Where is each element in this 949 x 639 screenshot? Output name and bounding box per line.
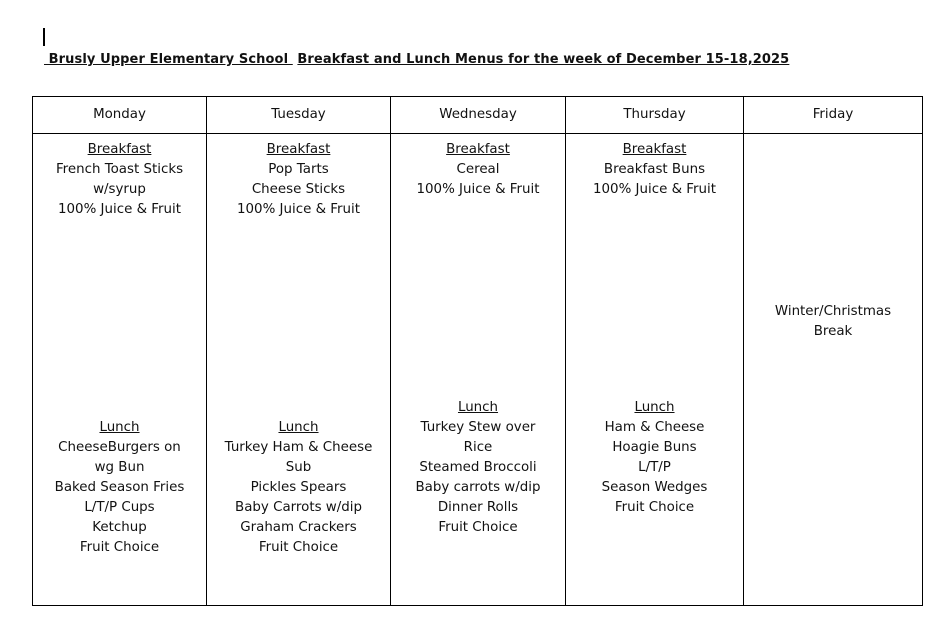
menu-item: Hoagie Buns	[612, 440, 697, 455]
menu-item: 100% Juice & Fruit	[237, 202, 360, 217]
menu-item: Rice	[463, 440, 493, 455]
monday-lunch-title: Lunch	[99, 420, 140, 435]
menu-item: w/syrup	[93, 182, 146, 197]
school-name: Brusly Upper Elementary School	[44, 52, 293, 67]
document-title	[44, 52, 789, 67]
thursday-cell	[566, 134, 744, 606]
thursday-lunch-title: Lunch	[634, 400, 675, 415]
friday-cell	[744, 134, 923, 606]
menu-item: 100% Juice & Fruit	[416, 182, 540, 197]
header-monday: Monday	[33, 97, 207, 134]
menu-item: 100% Juice & Fruit	[593, 182, 716, 197]
thursday-breakfast-title: Breakfast	[622, 142, 687, 157]
menu-item: L/T/P	[638, 460, 671, 475]
header-thursday: Thursday	[566, 97, 744, 134]
monday-breakfast-title: Breakfast	[87, 142, 152, 157]
header-tuesday: Tuesday	[207, 97, 391, 134]
menu-item: Fruit Choice	[438, 520, 518, 535]
menu-heading: Breakfast and Lunch Menus for the week of December 15-18,2025	[297, 52, 790, 67]
menu-item: Fruit Choice	[258, 540, 339, 555]
menu-item: Graham Crackers	[240, 520, 357, 535]
header-friday: Friday	[744, 97, 923, 134]
menu-item: Ham & Cheese	[604, 420, 705, 435]
menu-item: Baby carrots w/dip	[415, 480, 541, 495]
menu-item: Cereal	[456, 162, 500, 177]
menu-item: Baby Carrots w/dip	[235, 500, 362, 515]
menu-item: Sub	[285, 460, 312, 475]
menu-item: L/T/P Cups	[84, 500, 155, 515]
wednesday-lunch	[391, 398, 565, 538]
menu-item: Steamed Broccoli	[419, 460, 537, 475]
tuesday-cell	[207, 134, 391, 606]
menu-item: Season Wedges	[601, 480, 708, 495]
menu-table	[32, 96, 923, 606]
menu-row	[33, 134, 923, 606]
tuesday-lunch-title: Lunch	[278, 420, 319, 435]
menu-item: Pop Tarts	[268, 162, 329, 177]
wednesday-breakfast-title: Breakfast	[446, 142, 510, 157]
wednesday-cell	[391, 134, 566, 606]
friday-note-line: Winter/Christmas	[774, 303, 892, 319]
header-row	[33, 97, 923, 134]
tuesday-breakfast-title: Breakfast	[266, 142, 331, 157]
thursday-lunch	[566, 398, 743, 518]
monday-cell	[33, 134, 207, 606]
tuesday-lunch	[207, 418, 390, 558]
text-cursor	[43, 28, 45, 46]
menu-item: CheeseBurgers on	[58, 440, 181, 455]
menu-item: wg Bun	[94, 460, 145, 475]
menu-item: French Toast Sticks	[55, 162, 184, 177]
menu-item: Fruit Choice	[79, 540, 160, 555]
monday-lunch	[33, 418, 206, 558]
menu-item: Baked Season Fries	[54, 480, 185, 495]
menu-item: Ketchup	[92, 520, 147, 535]
friday-note	[748, 302, 918, 342]
menu-item: Turkey Ham & Cheese	[224, 440, 373, 455]
wednesday-lunch-title: Lunch	[457, 400, 499, 415]
menu-item: Pickles Spears	[250, 480, 347, 495]
menu-item: 100% Juice & Fruit	[58, 202, 181, 217]
menu-item: Breakfast Buns	[603, 162, 706, 177]
menu-item: Turkey Stew over	[420, 420, 536, 435]
menu-item: Dinner Rolls	[437, 500, 519, 515]
menu-item: Fruit Choice	[614, 500, 695, 515]
friday-note-line: Break	[813, 323, 853, 339]
menu-item: Cheese Sticks	[251, 182, 346, 197]
header-wednesday: Wednesday	[391, 97, 566, 134]
